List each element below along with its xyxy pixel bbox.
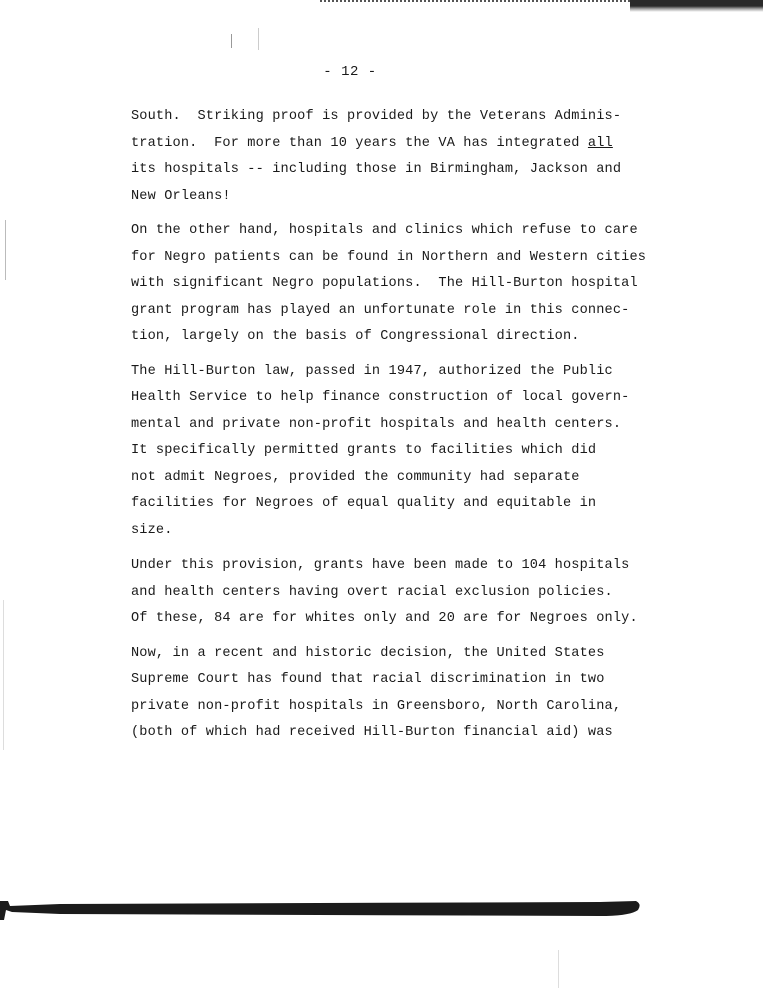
text-line: its hospitals -- including those in Birmingham, Jackson and [131, 162, 622, 177]
text-line: South. Striking proof is provided by the Veterans Adminis- [131, 109, 622, 124]
text-line: Supreme Court has found that racial discrimination in two [131, 672, 605, 687]
scan-edge-dots [320, 0, 630, 5]
text-line: Now, in a recent and historic decision, the United States [131, 645, 605, 661]
text-line: mental and private non-profit hospitals and health centers. [131, 416, 622, 432]
text-line: size. [131, 522, 173, 538]
scan-margin-mark [3, 600, 4, 750]
text-line: not admit Negroes, provided the community had separate [131, 469, 580, 485]
paragraph [131, 641, 631, 747]
text-line: Health Service to help finance construction of local govern- [131, 390, 630, 405]
scan-edge-shadow [630, 0, 763, 12]
scan-margin-mark [5, 220, 6, 280]
text-line: for Negro patients can be found in Northern and Western cities [131, 249, 647, 265]
paragraph [131, 553, 638, 633]
text-line: New Orleans! [131, 188, 231, 204]
page-number: - 12 - [323, 64, 377, 80]
text-line: and health centers having overt racial exclusion policies. [131, 584, 613, 600]
scan-speck [258, 28, 259, 50]
paragraph [131, 104, 631, 210]
text-line: tion, largely on the basis of Congressional direction. [131, 329, 580, 344]
text-line: On the other hand, hospitals and clinics which refuse to care [131, 223, 638, 238]
text-line: with significant Negro populations. The Hill-Burton hospital [131, 276, 638, 291]
text-line [131, 131, 631, 158]
scan-speck [231, 34, 232, 48]
text-line: grant program has played an unfortunate role in this connec- [131, 302, 630, 318]
paragraph [131, 359, 631, 545]
text-line-segment: tration. For more than 10 years the VA has integrated [131, 135, 588, 151]
text-line: The Hill-Burton law, passed in 1947, authorized the Public [131, 363, 613, 379]
paragraph [131, 218, 647, 351]
underlined-word: all [587, 135, 613, 151]
text-line: Of these, 84 are for whites only and 20 are for Negroes only. [131, 611, 638, 626]
text-line: facilities for Negroes of equal quality and equitable in [131, 496, 597, 511]
scan-speck [558, 950, 559, 988]
text-line: Under this provision, grants have been made to 104 hospitals [131, 558, 630, 573]
text-line: It specifically permitted grants to facilities which did [131, 443, 597, 458]
scan-edge-bar [0, 898, 640, 920]
document-body [131, 104, 647, 747]
text-line: private non-profit hospitals in Greensboro, North Carolina, [131, 698, 622, 714]
text-line: (both of which had received Hill-Burton financial aid) was [131, 725, 613, 740]
